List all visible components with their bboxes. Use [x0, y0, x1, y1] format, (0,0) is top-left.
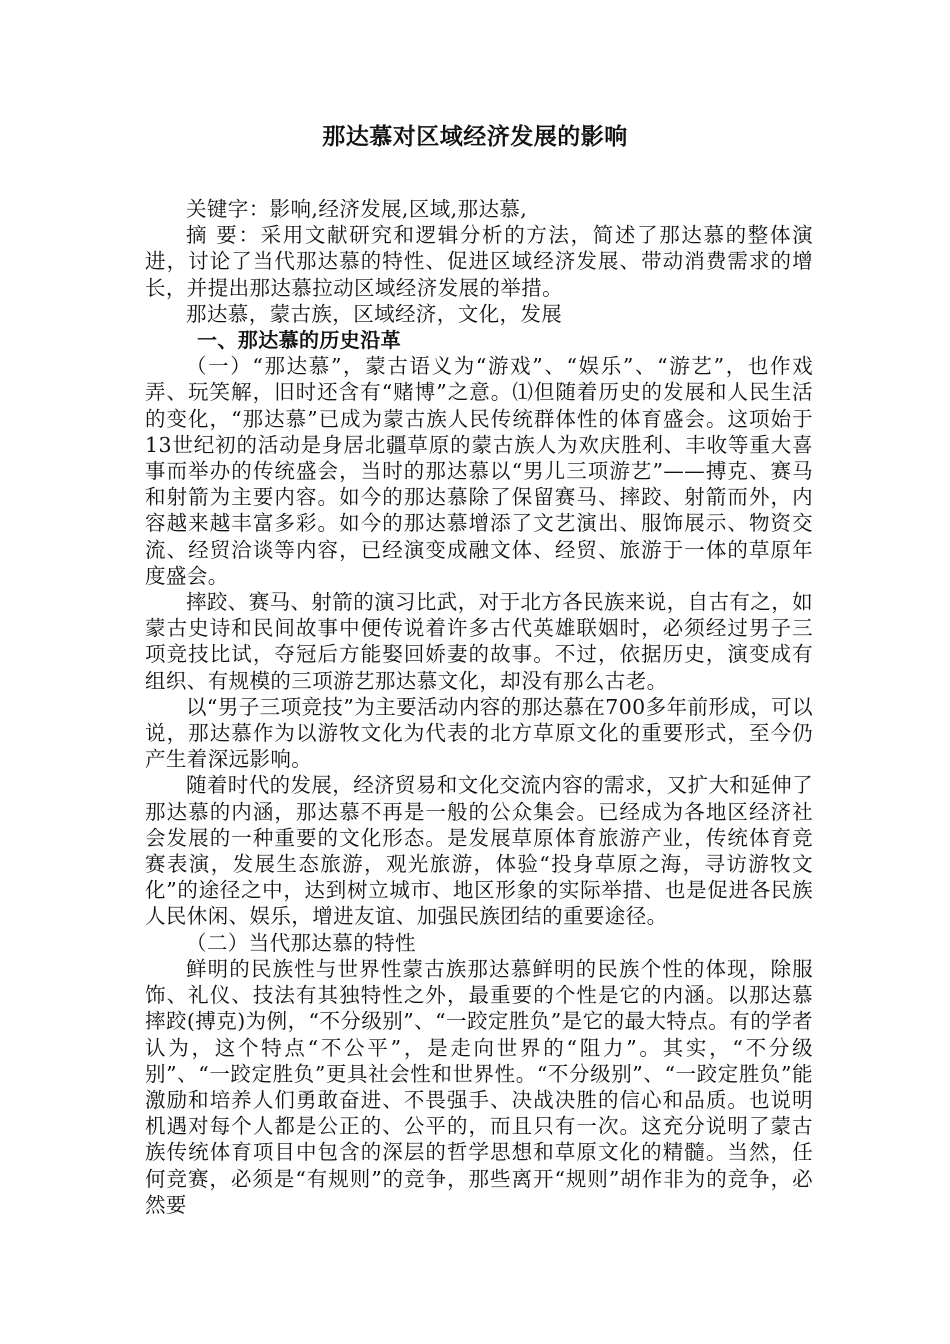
subheading-characteristics: （二）当代那达慕的特性	[186, 930, 416, 955]
paragraph-2: 摔跤、赛马、射箭的演习比武，对于北方各民族来说，自古有之，如蒙古史诗和民间故事中便传说着许多古代英雄联姻时，必须经过男子三项竞技比试，夺冠后方能娶回娇妻的故事。不过，依据历史，演变成有组织、有规模的三项游艺那达慕文化，却没有那么古老。	[145, 590, 813, 693]
paragraph-5: 鲜明的民族性与世界性蒙古族那达慕鲜明的民族个性的体现，除服饰、礼仪、技法有其独特性之外，最重要的个性是它的内涵。以那达慕摔跤(搏克)为例，“不分级别”、“一跤定胜负”是它的最大特点。有的学者认为，这个特点“不公平”，是走向世界的“阻力”。其实，“不分级别”、“一跤定胜负”更具社会性和世界性。“不分级别”、“一跤定胜负”能激励和培养人们勇敢奋进、不畏强手、决战决胜的信心和品质。也说明机遇对每个人都是公正的、公平的，而且只有一次。这充分说明了蒙古族传统体育项目中包含的深层的哲学思想和草原文化的精髓。当然，任何竞赛，必须是“有规则”的竞争，那些离开“规则”胡作非为的竞争，必然要	[145, 956, 813, 1217]
paragraph-3: 以“男子三项竞技”为主要活动内容的那达慕在700多年前形成，可以说，那达慕作为以游牧文化为代表的北方草原文化的重要形式，至今仍产生着深远影响。	[145, 694, 813, 772]
section-heading-history: 一、那达慕的历史沿革	[197, 328, 401, 353]
document-body	[145, 196, 813, 1218]
abstract-paragraph: 摘 要：采用文献研究和逻辑分析的方法，简述了那达慕的整体演进，讨论了当代那达慕的特性、促进区域经济发展、带动消费需求的增长，并提出那达慕拉动区域经济发展的举措。	[145, 223, 813, 300]
keywords-chinese: 那达慕，蒙古族，区域经济，文化，发展	[186, 301, 563, 326]
paragraph-1: （一）“那达慕”，蒙古语义为“游戏”、“娱乐”、“游艺”，也作戏弄、玩笑解，旧时还含有“赌博”之意。⑴但随着历史的发展和人民生活的变化，“那达慕”已成为蒙古族人民传统群体性的体育盛会。这项始于13世纪初的活动是身居北疆草原的蒙古族人为欢庆胜利、丰收等重大喜事而举办的传统盛会，当时的那达慕以“男儿三项游艺”——搏克、赛马和射箭为主要内容。如今的那达慕除了保留赛马、摔跤、射箭而外，内容越来越丰富多彩。如今的那达慕增添了文艺演出、服饰展示、物资交流、经贸洽谈等内容，已经演变成融文体、经贸、旅游于一体的草原年度盛会。	[145, 354, 813, 588]
paragraph-4: 随着时代的发展，经济贸易和文化交流内容的需求，又扩大和延伸了那达慕的内涵，那达慕不再是一般的公众集会。已经成为各地区经济社会发展的一种重要的文化形态。是发展草原体育旅游产业，传统体育竞赛表演，发展生态旅游，观光旅游，体验“投身草原之海，寻访游牧文化”的途径之中，达到树立城市、地区形象的实际举措、也是促进各民族人民休闲、娱乐，增进友谊、加强民族团结的重要途径。	[145, 773, 813, 929]
document-title: 那达慕对区域经济发展的影响	[322, 124, 628, 150]
keywords-line: 关键字：影响,经济发展,区域,那达慕,	[186, 197, 528, 221]
